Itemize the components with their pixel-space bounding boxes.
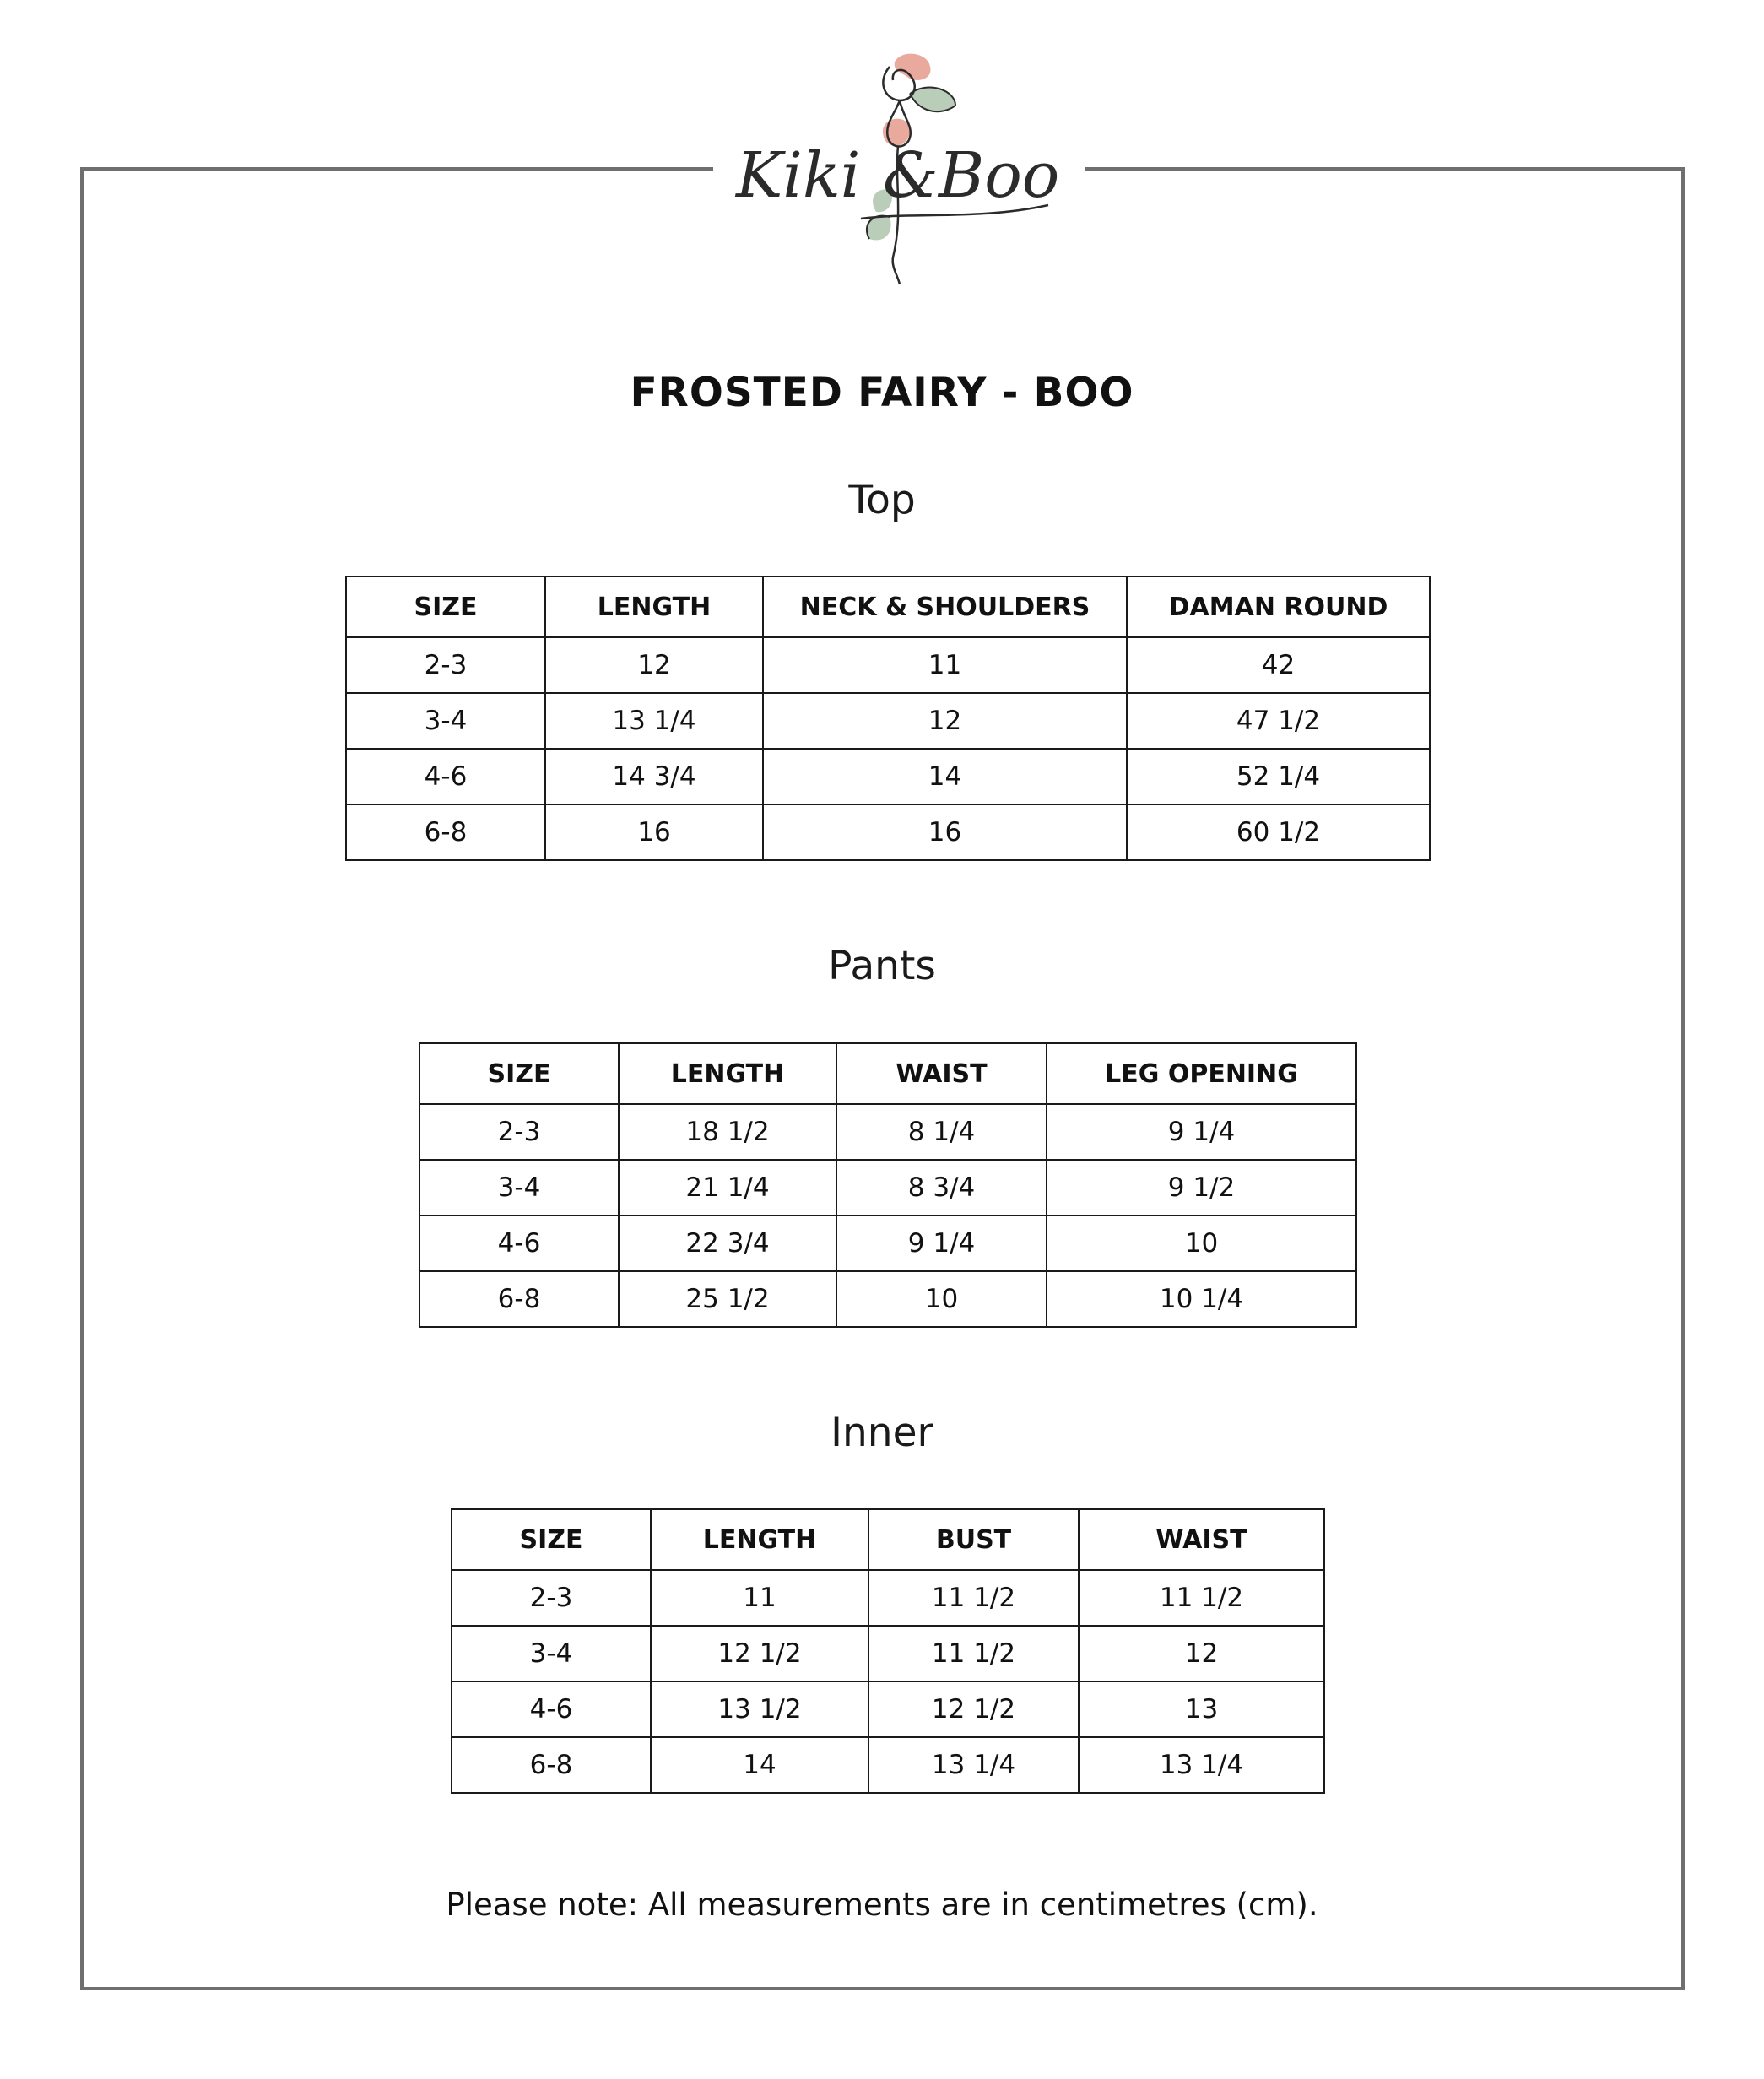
table-cell: 4-6	[452, 1681, 651, 1737]
column-header: SIZE	[419, 1043, 619, 1104]
table-cell: 6-8	[419, 1271, 619, 1327]
table-row	[452, 1737, 1324, 1793]
table-cell: 14	[763, 749, 1127, 804]
table-row	[346, 693, 1430, 749]
inner-section-heading: Inner	[831, 1410, 933, 1456]
table-cell: 13 1/4	[868, 1737, 1079, 1793]
table-cell: 13 1/4	[545, 693, 763, 749]
table-row	[346, 749, 1430, 804]
table-cell: 9 1/4	[1047, 1104, 1356, 1160]
measurement-note: Please note: All measurements are in centimetres (cm).	[446, 1887, 1318, 1923]
table-cell: 10 1/4	[1047, 1271, 1356, 1327]
table-cell: 42	[1127, 637, 1430, 693]
table-cell: 11	[651, 1570, 868, 1626]
table-cell: 11 1/2	[1079, 1570, 1324, 1626]
table-cell: 4-6	[346, 749, 545, 804]
table-cell: 21 1/4	[619, 1160, 836, 1215]
table-cell: 13	[1079, 1681, 1324, 1737]
table-cell: 12 1/2	[651, 1626, 868, 1681]
table-cell: 9 1/2	[1047, 1160, 1356, 1215]
table-cell: 16	[545, 804, 763, 860]
table-row	[452, 1626, 1324, 1681]
table-cell: 60 1/2	[1127, 804, 1430, 860]
column-header: NECK & SHOULDERS	[763, 577, 1127, 637]
table-cell: 4-6	[419, 1215, 619, 1271]
table-cell: 3-4	[419, 1160, 619, 1215]
table-row	[419, 1104, 1356, 1160]
table-cell: 11	[763, 637, 1127, 693]
kiki-and-boo-logo	[734, 46, 1063, 291]
table-cell: 8 1/4	[836, 1104, 1047, 1160]
table-row	[419, 1271, 1356, 1327]
column-header: SIZE	[346, 577, 545, 637]
table-cell: 22 3/4	[619, 1215, 836, 1271]
table-cell: 10	[1047, 1215, 1356, 1271]
column-header: LENGTH	[651, 1509, 868, 1570]
table-cell: 16	[763, 804, 1127, 860]
table-cell: 11 1/2	[868, 1570, 1079, 1626]
table-cell: 14 3/4	[545, 749, 763, 804]
pants-section-heading: Pants	[828, 943, 936, 989]
page-title: FROSTED FAIRY - BOO	[630, 370, 1134, 416]
table-header-row	[452, 1509, 1324, 1570]
table-cell: 8 3/4	[836, 1160, 1047, 1215]
svg-text:&Boo: &Boo	[883, 139, 1060, 212]
table-cell: 12	[1079, 1626, 1324, 1681]
table-row	[419, 1215, 1356, 1271]
table-cell: 13 1/4	[1079, 1737, 1324, 1793]
table-cell: 12	[763, 693, 1127, 749]
column-header: LENGTH	[619, 1043, 836, 1104]
table-cell: 12	[545, 637, 763, 693]
column-header: LEG OPENING	[1047, 1043, 1356, 1104]
table-cell: 52 1/4	[1127, 749, 1430, 804]
table-cell: 12 1/2	[868, 1681, 1079, 1737]
table-cell: 6-8	[452, 1737, 651, 1793]
table-row	[419, 1160, 1356, 1215]
table-cell: 2-3	[419, 1104, 619, 1160]
column-header: WAIST	[1079, 1509, 1324, 1570]
table-cell: 9 1/4	[836, 1215, 1047, 1271]
table-cell: 3-4	[452, 1626, 651, 1681]
top-section-heading: Top	[848, 477, 916, 523]
inner-size-table	[451, 1508, 1325, 1794]
table-cell: 18 1/2	[619, 1104, 836, 1160]
table-cell: 11 1/2	[868, 1626, 1079, 1681]
table-cell: 25 1/2	[619, 1271, 836, 1327]
table-row	[346, 804, 1430, 860]
table-row	[346, 637, 1430, 693]
column-header: BUST	[868, 1509, 1079, 1570]
column-header: LENGTH	[545, 577, 763, 637]
table-header-row	[419, 1043, 1356, 1104]
table-cell: 2-3	[346, 637, 545, 693]
column-header: SIZE	[452, 1509, 651, 1570]
svg-text:Kiki: Kiki	[736, 139, 861, 212]
table-cell: 47 1/2	[1127, 693, 1430, 749]
table-cell: 10	[836, 1271, 1047, 1327]
pants-size-table	[419, 1042, 1357, 1328]
table-cell: 6-8	[346, 804, 545, 860]
top-size-table	[345, 576, 1431, 861]
table-row	[452, 1681, 1324, 1737]
column-header: DAMAN ROUND	[1127, 577, 1430, 637]
table-cell: 3-4	[346, 693, 545, 749]
table-cell: 2-3	[452, 1570, 651, 1626]
table-row	[452, 1570, 1324, 1626]
table-header-row	[346, 577, 1430, 637]
table-cell: 13 1/2	[651, 1681, 868, 1737]
table-cell: 14	[651, 1737, 868, 1793]
column-header: WAIST	[836, 1043, 1047, 1104]
